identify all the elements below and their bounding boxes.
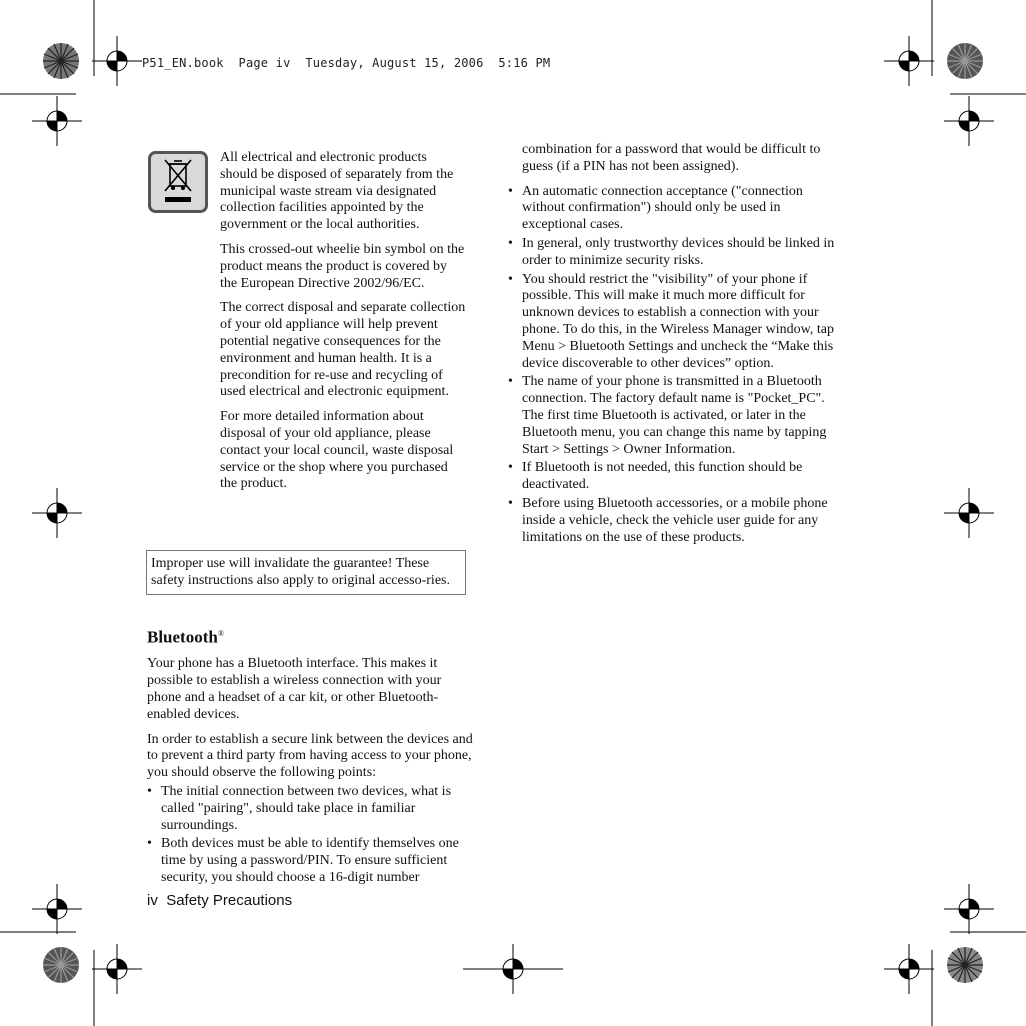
section-heading [147, 626, 475, 646]
guarantee-notice-text: Improper use will invalidate the guarantee! These safety instructions also apply to original accesso-ries. [151, 556, 450, 588]
crosshair-target-icon [884, 944, 934, 994]
weee-paragraph: All electrical and electronic products should be disposed of separately from the municipal waste stream via designated collection facilities appointed by the government or the local authorities. [220, 150, 454, 233]
crosshair-target-icon [92, 944, 142, 994]
list-item: • In general, only trustworthy devices should be linked in order to minimize security risks. [508, 236, 838, 270]
crosshair-target-icon [944, 96, 994, 146]
bluetooth-intro-paragraph: Your phone has a Bluetooth interface. This makes it possible to establish a wireless connection with your phone and a headset of a car kit, or other Bluetooth-enabled devices. [147, 656, 442, 722]
list-item: • If Bluetooth is not needed, this function should be deactivated. [508, 460, 838, 494]
bluetooth-bullet-list [508, 184, 838, 547]
page-number: iv [147, 892, 158, 909]
weee-paragraph: For more detailed information about disposal of your old appliance, please contact your local council, waste disposal service or the shop where you purchased the product. [220, 409, 454, 492]
registered-mark: ® [217, 629, 224, 638]
crosshair-target-icon [884, 36, 934, 86]
color-star-target-icon [42, 42, 80, 80]
crosshair-target-icon [92, 36, 142, 86]
list-item: • You should restrict the "visibility" of your phone if possible. This will make it much more difficult for unknown devices to establish a connection with your phone. To do this, in the Wireless Manager window, tap Menu > Bluetooth Settings and uncheck the “Make this device discoverable to other devices” option. [508, 272, 838, 373]
crosshair-target-icon [944, 884, 994, 934]
list-item: • An automatic connection acceptance ("connection without confirmation") should only be used in exceptional cases. [508, 184, 838, 234]
list-item: • Both devices must be able to identify themselves one time by using a password/PIN. To ensure sufficient security, you should choose a 16-digit number [147, 836, 475, 886]
crosshair-target-icon [32, 488, 82, 538]
bluetooth-heading-text: Bluetooth [147, 627, 218, 647]
page-footer [147, 892, 292, 909]
crosshair-target-icon [32, 96, 82, 146]
color-star-target-icon [946, 946, 984, 984]
bluetooth-section-continued [508, 142, 838, 548]
bluetooth-bullet-list [147, 784, 475, 887]
weee-disposal-text [220, 150, 466, 501]
crosshair-target-icon [32, 884, 82, 934]
color-star-target-icon [946, 42, 984, 80]
weee-paragraph: This crossed-out wheelie bin symbol on the product means the product is covered by the European Directive 2002/96/EC. [220, 241, 465, 291]
weee-paragraph: The correct disposal and separate collection of your old appliance will help prevent potential negative consequences for the environment and human health. It is a precondition for re-use and recycling of used electrical and electronic equipment. [220, 300, 466, 400]
print-header: P51_EN.book Page iv Tuesday, August 15, 2006 5:16 PM [142, 56, 551, 70]
color-star-target-icon [42, 946, 80, 984]
list-item: • The name of your phone is transmitted in a Bluetooth connection. The factory default name is "Pocket_PC". The first time Bluetooth is activated, or later in the Bluetooth menu, you can change this name by tapping Start > Settings > Owner Information. [508, 374, 838, 458]
list-item-continuation: combination for a password that would be difficult to guess (if a PIN has not been assigned). [522, 142, 821, 174]
crossed-out-wheelie-bin-icon [148, 151, 208, 213]
bluetooth-intro-paragraph: In order to establish a secure link between the devices and to prevent a third party from having access to your phone, you should observe the following points: [147, 731, 473, 781]
list-item: • Before using Bluetooth accessories, or a mobile phone inside a vehicle, check the vehicle user guide for any limitations on the use of these products. [508, 496, 838, 546]
footer-section-title: Safety Precautions [166, 892, 293, 909]
bluetooth-section [147, 626, 475, 889]
crosshair-target-icon [944, 488, 994, 538]
crosshair-target-icon [463, 944, 563, 994]
guarantee-notice-box [146, 550, 466, 595]
list-item: • The initial connection between two devices, what is called "pairing", should take place in familiar surroundings. [147, 784, 475, 834]
